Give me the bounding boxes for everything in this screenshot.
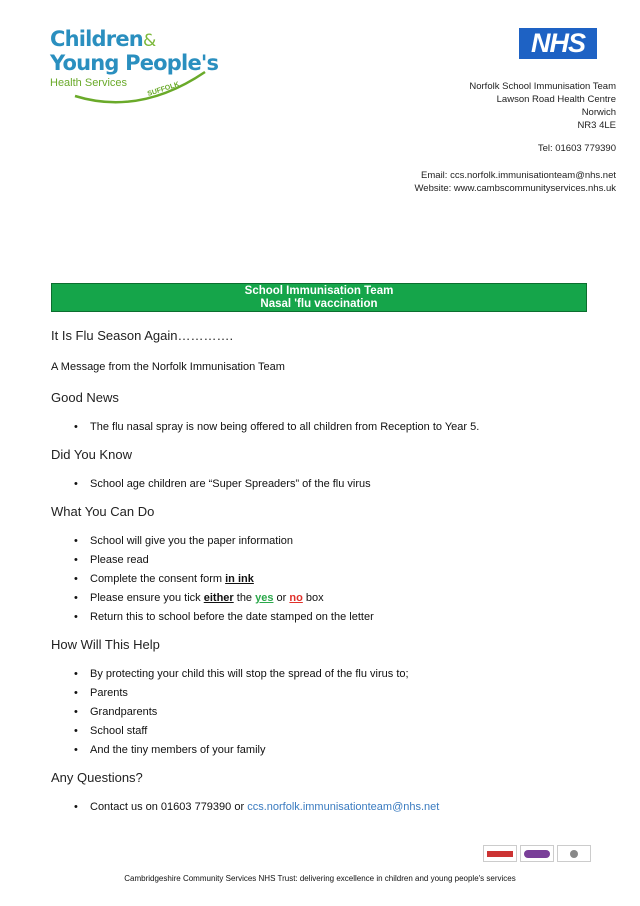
bullet-icon: • — [74, 744, 78, 756]
list-item: • Parents — [51, 684, 611, 703]
bullet-icon: • — [74, 801, 78, 813]
address-postcode: NR3 4LE — [577, 120, 616, 131]
logo-amp: & — [142, 31, 156, 51]
bullet-icon: • — [74, 668, 78, 680]
accreditation-badges — [483, 845, 591, 862]
address-email[interactable]: Email: ccs.norfolk.immunisationteam@nhs.net — [421, 170, 616, 181]
banner-line2: Nasal 'flu vaccination — [260, 298, 378, 310]
logo-line3: Health Services — [50, 77, 128, 89]
address-centre: Lawson Road Health Centre — [496, 94, 616, 105]
yes-emphasis: yes — [255, 592, 274, 604]
letter-content — [51, 328, 611, 817]
bullet-icon: • — [74, 421, 78, 433]
footer-strapline: Cambridgeshire Community Services NHS Trust: delivering excellence in children and young people's services — [124, 874, 516, 883]
badge-image — [483, 845, 517, 862]
address-block — [415, 80, 617, 195]
list-item: • Contact us on 01603 779390 or ccs.norfolk.immunisationteam@nhs.net — [51, 798, 611, 817]
bullet-icon: • — [74, 554, 78, 566]
nhs-logo: NHS — [519, 28, 597, 59]
bullet-icon: • — [74, 706, 78, 718]
heading-what-you-can-do: What You Can Do — [51, 504, 155, 519]
what-you-can-do-list — [51, 532, 611, 627]
bullet-icon: • — [74, 573, 78, 585]
contact-email-link[interactable]: ccs.norfolk.immunisationteam@nhs.net — [247, 801, 440, 813]
list-item: • And the tiny members of your family — [51, 741, 611, 760]
banner-line1: School Immunisation Team — [244, 285, 394, 297]
childrens-health-logo — [50, 27, 219, 110]
list-item: • Please ensure you tick either the yes or no box — [51, 589, 611, 608]
logo-line2: Young People's — [50, 51, 219, 75]
badge-image — [520, 845, 554, 862]
address-tel: Tel: 01603 779390 — [537, 143, 616, 154]
list-item: • School will give you the paper information — [51, 532, 611, 551]
in-ink-emphasis: in ink — [225, 573, 254, 585]
bullet-icon: • — [74, 535, 78, 547]
logo-line1: Children — [50, 27, 143, 51]
either-emphasis: either — [203, 592, 234, 604]
heading-good-news: Good News — [51, 390, 119, 405]
title-banner — [51, 283, 587, 312]
bullet-icon: • — [74, 687, 78, 699]
list-item: • By protecting your child this will stop the spread of the flu virus to; — [51, 665, 611, 684]
list-item: • School age children are “Super Spreaders” of the flu virus — [51, 475, 611, 494]
any-questions-list — [51, 798, 611, 817]
letter-message: A Message from the Norfolk Immunisation Team — [51, 361, 285, 373]
heading-any-questions: Any Questions? — [51, 770, 143, 785]
logo-swoosh-icon — [70, 68, 210, 108]
list-item: • Return this to school before the date stamped on the letter — [51, 608, 611, 627]
badge-image — [557, 845, 591, 862]
bullet-icon: • — [74, 592, 78, 604]
did-you-know-list — [51, 475, 611, 494]
list-item: • The flu nasal spray is now being offered to all children from Reception to Year 5. — [51, 418, 611, 437]
logo-line4: SUFFOLK — [146, 81, 181, 98]
heading-how-will-this-help: How Will This Help — [51, 637, 160, 652]
how-will-this-help-list — [51, 665, 611, 760]
address-team: Norfolk School Immunisation Team — [469, 81, 616, 92]
letter-title: It Is Flu Season Again…………. — [51, 328, 234, 343]
bullet-icon: • — [74, 478, 78, 490]
list-item: • School staff — [51, 722, 611, 741]
list-item: • Complete the consent form in ink — [51, 570, 611, 589]
list-item: • Please read — [51, 551, 611, 570]
list-item: • Grandparents — [51, 703, 611, 722]
heading-did-you-know: Did You Know — [51, 447, 132, 462]
address-city: Norwich — [581, 107, 616, 118]
address-website[interactable]: Website: www.cambscommunityservices.nhs.uk — [414, 183, 616, 194]
bullet-icon: • — [74, 611, 78, 623]
good-news-list — [51, 418, 611, 437]
bullet-icon: • — [74, 725, 78, 737]
no-emphasis: no — [289, 592, 303, 604]
